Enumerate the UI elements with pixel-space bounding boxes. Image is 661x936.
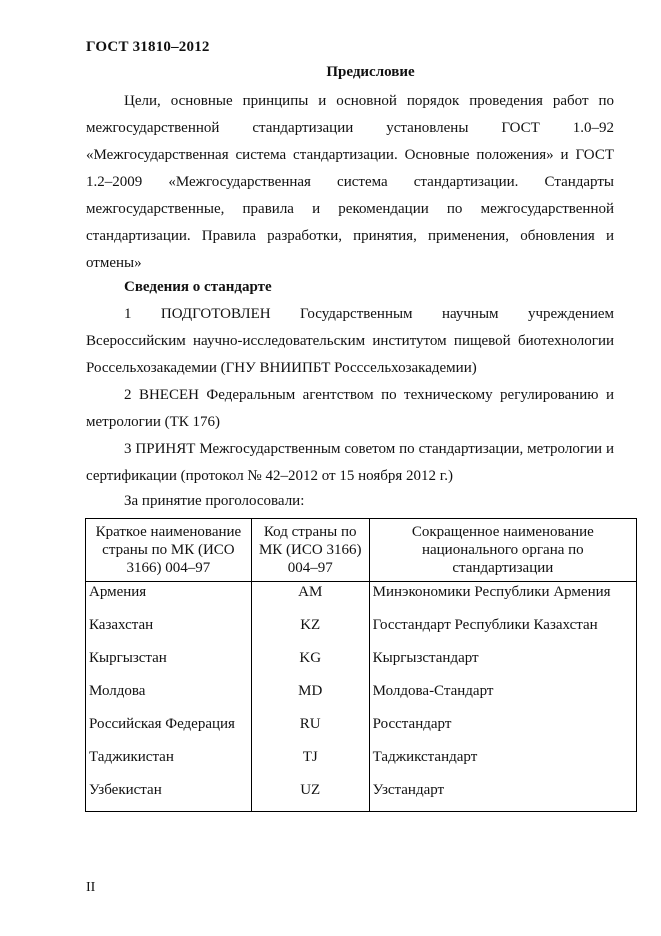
table-row	[86, 780, 637, 812]
cell-code: TJ	[251, 747, 369, 780]
table-row	[86, 615, 637, 648]
cell-body: Росстандарт	[369, 714, 636, 747]
voted-label: За принятие проголосовали:	[124, 493, 305, 509]
preface-title: Предисловие	[326, 64, 415, 80]
table-row	[86, 714, 637, 747]
preface-paragraph: Цели, основные принципы и основной порядок проведения работ по межгосударственной стандартизации установлены ГОСТ 1.0–92 «Межгосударственная система стандартизации. Основные положения» и ГОСТ 1.2–2009 «Межгосударственная система стандартизации. Стандарты межгосударственные, правила и рекомендации по межгосударственной стандартизации. Правила разработки, принятия, применения, обновления и отмены»	[86, 93, 614, 271]
table-header-row	[86, 519, 637, 582]
cell-country: Армения	[86, 582, 252, 616]
header-code: Код страны по МК (ИСО 3166) 004–97	[251, 519, 369, 582]
table-row	[86, 747, 637, 780]
cell-body: Таджикстандарт	[369, 747, 636, 780]
document-id: ГОСТ 31810–2012	[86, 39, 210, 55]
cell-body: Молдова-Стандарт	[369, 681, 636, 714]
info-item-submitted: 2 ВНЕСЕН Федеральным агентством по техническому регулированию и метрологии (ТК 176)	[86, 387, 614, 430]
cell-code: RU	[251, 714, 369, 747]
table-row	[86, 681, 637, 714]
cell-country: Молдова	[86, 681, 252, 714]
cell-code: AM	[251, 582, 369, 616]
cell-country: Кыргызстан	[86, 648, 252, 681]
info-title: Сведения о стандарте	[124, 279, 272, 295]
cell-code: KG	[251, 648, 369, 681]
cell-country: Казахстан	[86, 615, 252, 648]
header-body: Сокращенное наименование национального органа по стандартизации	[369, 519, 636, 582]
table-row	[86, 582, 637, 616]
cell-body: Узстандарт	[369, 780, 636, 812]
cell-body: Госстандарт Республики Казахстан	[369, 615, 636, 648]
cell-country: Российская Федерация	[86, 714, 252, 747]
page-number: II	[86, 880, 96, 895]
voting-table	[85, 518, 637, 812]
cell-body: Минэкономики Республики Армения	[369, 582, 636, 616]
header-country: Краткое наименование страны по МК (ИСО 3166) 004–97	[86, 519, 252, 582]
table-row	[86, 648, 637, 681]
cell-code: UZ	[251, 780, 369, 812]
cell-country: Узбекистан	[86, 780, 252, 812]
info-item-prepared: 1 ПОДГОТОВЛЕН Государственным научным учреждением Всероссийским научно-исследовательским институтом пищевой биотехнологии Россельхозакадемии (ГНУ ВНИИПБТ Росссельхозакадемии)	[86, 306, 614, 376]
info-item-adopted: 3 ПРИНЯТ Межгосударственным советом по стандартизации, метрологии и сертификации (протокол № 42–2012 от 15 ноября 2012 г.)	[86, 441, 614, 484]
cell-country: Таджикистан	[86, 747, 252, 780]
cell-body: Кыргызстандарт	[369, 648, 636, 681]
cell-code: KZ	[251, 615, 369, 648]
cell-code: MD	[251, 681, 369, 714]
